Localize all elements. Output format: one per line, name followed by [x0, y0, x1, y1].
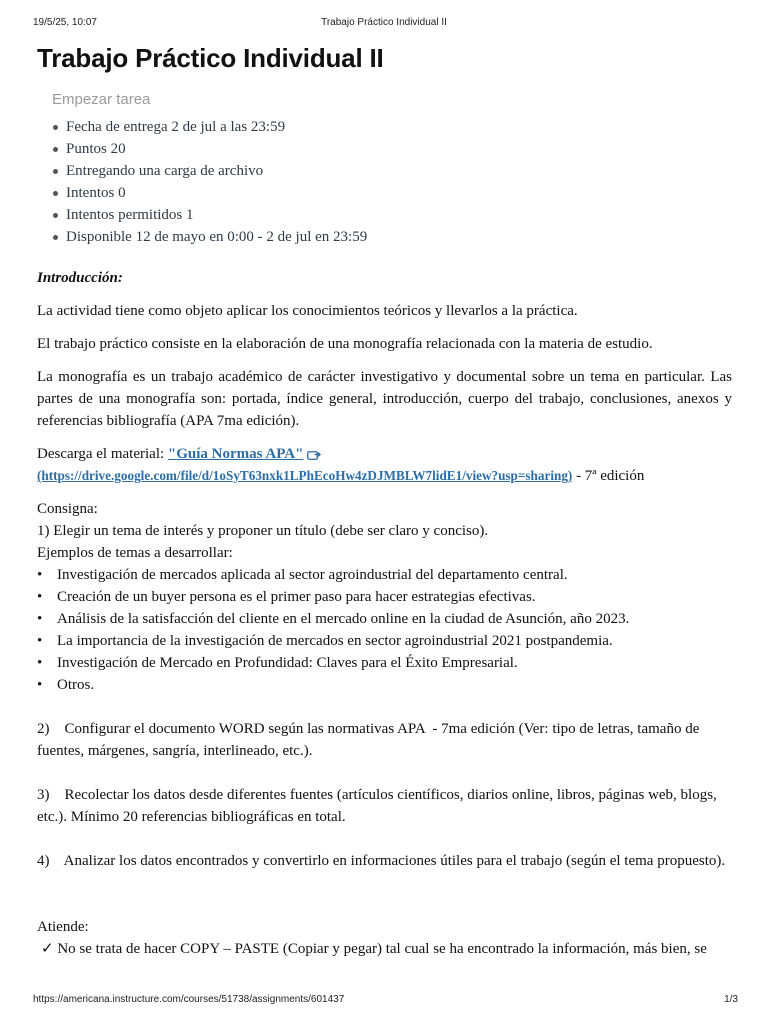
list-item: • Creación de un buyer persona es el primer paso para hacer estrategias efectivas. [37, 586, 732, 608]
list-item: • Otros. [37, 674, 732, 696]
list-item: • Investigación de Mercado en Profundidad: Claves para el Éxito Empresarial. [37, 652, 732, 674]
print-header-title: Trabajo Práctico Individual II [321, 17, 447, 28]
detail-submission-type: Entregando una carga de archivo [66, 160, 732, 182]
print-datetime: 19/5/25, 10:07 [33, 17, 97, 28]
step-3: 3) Recolectar los datos desde diferentes fuentes (artículos científicos, diarios online, libros, páginas web, blogs, etc.). Mínimo 20 referencias bibliográficas en total. [37, 787, 721, 825]
bullet: • [37, 677, 43, 693]
paragraph-monograph: La monografía es un trabajo académico de carácter investigativo y documental sobre un tema en particular. Las partes de una monografía son: portada, índice general, introducción, cuerpo del trabajo, conclusiones, anexos y referencias bibliografía (APA 7ma edición). [37, 369, 732, 429]
consigna-label: Consigna: [37, 501, 98, 517]
print-footer [0, 992, 768, 1008]
attend-label: Atiende: [37, 919, 89, 935]
check-icon: ✓ [41, 941, 54, 957]
paragraph-description: El trabajo práctico consiste en la elaboración de una monografía relacionada con la materia de estudio. [37, 336, 653, 352]
bullet: • [37, 633, 43, 649]
page-number: 1/3 [724, 994, 738, 1005]
detail-due-date: Fecha de entrega 2 de jul a las 23:59 [66, 116, 732, 138]
detail-availability: Disponible 12 de mayo en 0:00 - 2 de jul en 23:59 [66, 226, 732, 248]
bullet: • [37, 655, 43, 671]
assignment-details-list [37, 116, 732, 248]
list-item: • Investigación de mercados aplicada al sector agroindustrial del departamento central. [37, 564, 732, 586]
print-header [0, 12, 768, 28]
detail-attempts: Intentos 0 [66, 182, 732, 204]
intro-heading: Introducción: [37, 270, 123, 286]
bullet: • [37, 589, 43, 605]
page-title: Trabajo Práctico Individual II [37, 43, 384, 73]
bullet: • [37, 567, 43, 583]
step-1: 1) Elegir un tema de interés y proponer un título (debe ser claro y conciso). [37, 523, 489, 539]
print-url: https://americana.instructure.com/courses/51738/assignments/601437 [33, 994, 345, 1005]
list-item: • La importancia de la investigación de mercados en sector agroindustrial 2021 postpandemia. [37, 630, 732, 652]
download-suffix: - 7ª edición [572, 468, 645, 484]
external-link-icon[interactable] [307, 445, 321, 456]
step-4: 4) Analizar los datos encontrados y convertirlo en informaciones útiles para el trabajo (según el tema propuesto). [37, 853, 726, 869]
bullet: • [37, 611, 43, 627]
assignment-content [37, 40, 732, 960]
download-paragraph [37, 443, 732, 487]
consigna-section [37, 498, 732, 960]
download-prefix: Descarga el material: [37, 446, 168, 462]
detail-allowed-attempts: Intentos permitidos 1 [66, 204, 732, 226]
step-2: 2) Configurar el documento WORD según las normativas APA - 7ma edición (Ver: tipo de letras, tamaño de fuentes, márgenes, sangría, interlineado, etc.). [37, 721, 704, 759]
examples-label: Ejemplos de temas a desarrollar: [37, 545, 233, 561]
guide-apa-url-link[interactable]: (https://drive.google.com/file/d/1oSyT63nxk1LPhEcoHw4zDJMBLW7lidE1/view?usp=sharing) [37, 468, 573, 483]
guide-apa-link[interactable]: "Guía Normas APA" [167, 446, 304, 462]
examples-list [37, 564, 732, 696]
detail-points: Puntos 20 [66, 138, 732, 160]
list-item: • Análisis de la satisfacción del cliente en el mercado online en la ciudad de Asunción, año 2023. [37, 608, 732, 630]
start-assignment-button[interactable]: Empezar tarea [52, 91, 151, 108]
paragraph-objective: La actividad tiene como objeto aplicar los conocimientos teóricos y llevarlos a la práctica. [37, 303, 578, 319]
check-item: ✓ No se trata de hacer COPY – PASTE (Copiar y pegar) tal cual se ha encontrado la información, más bien, se [41, 941, 707, 957]
